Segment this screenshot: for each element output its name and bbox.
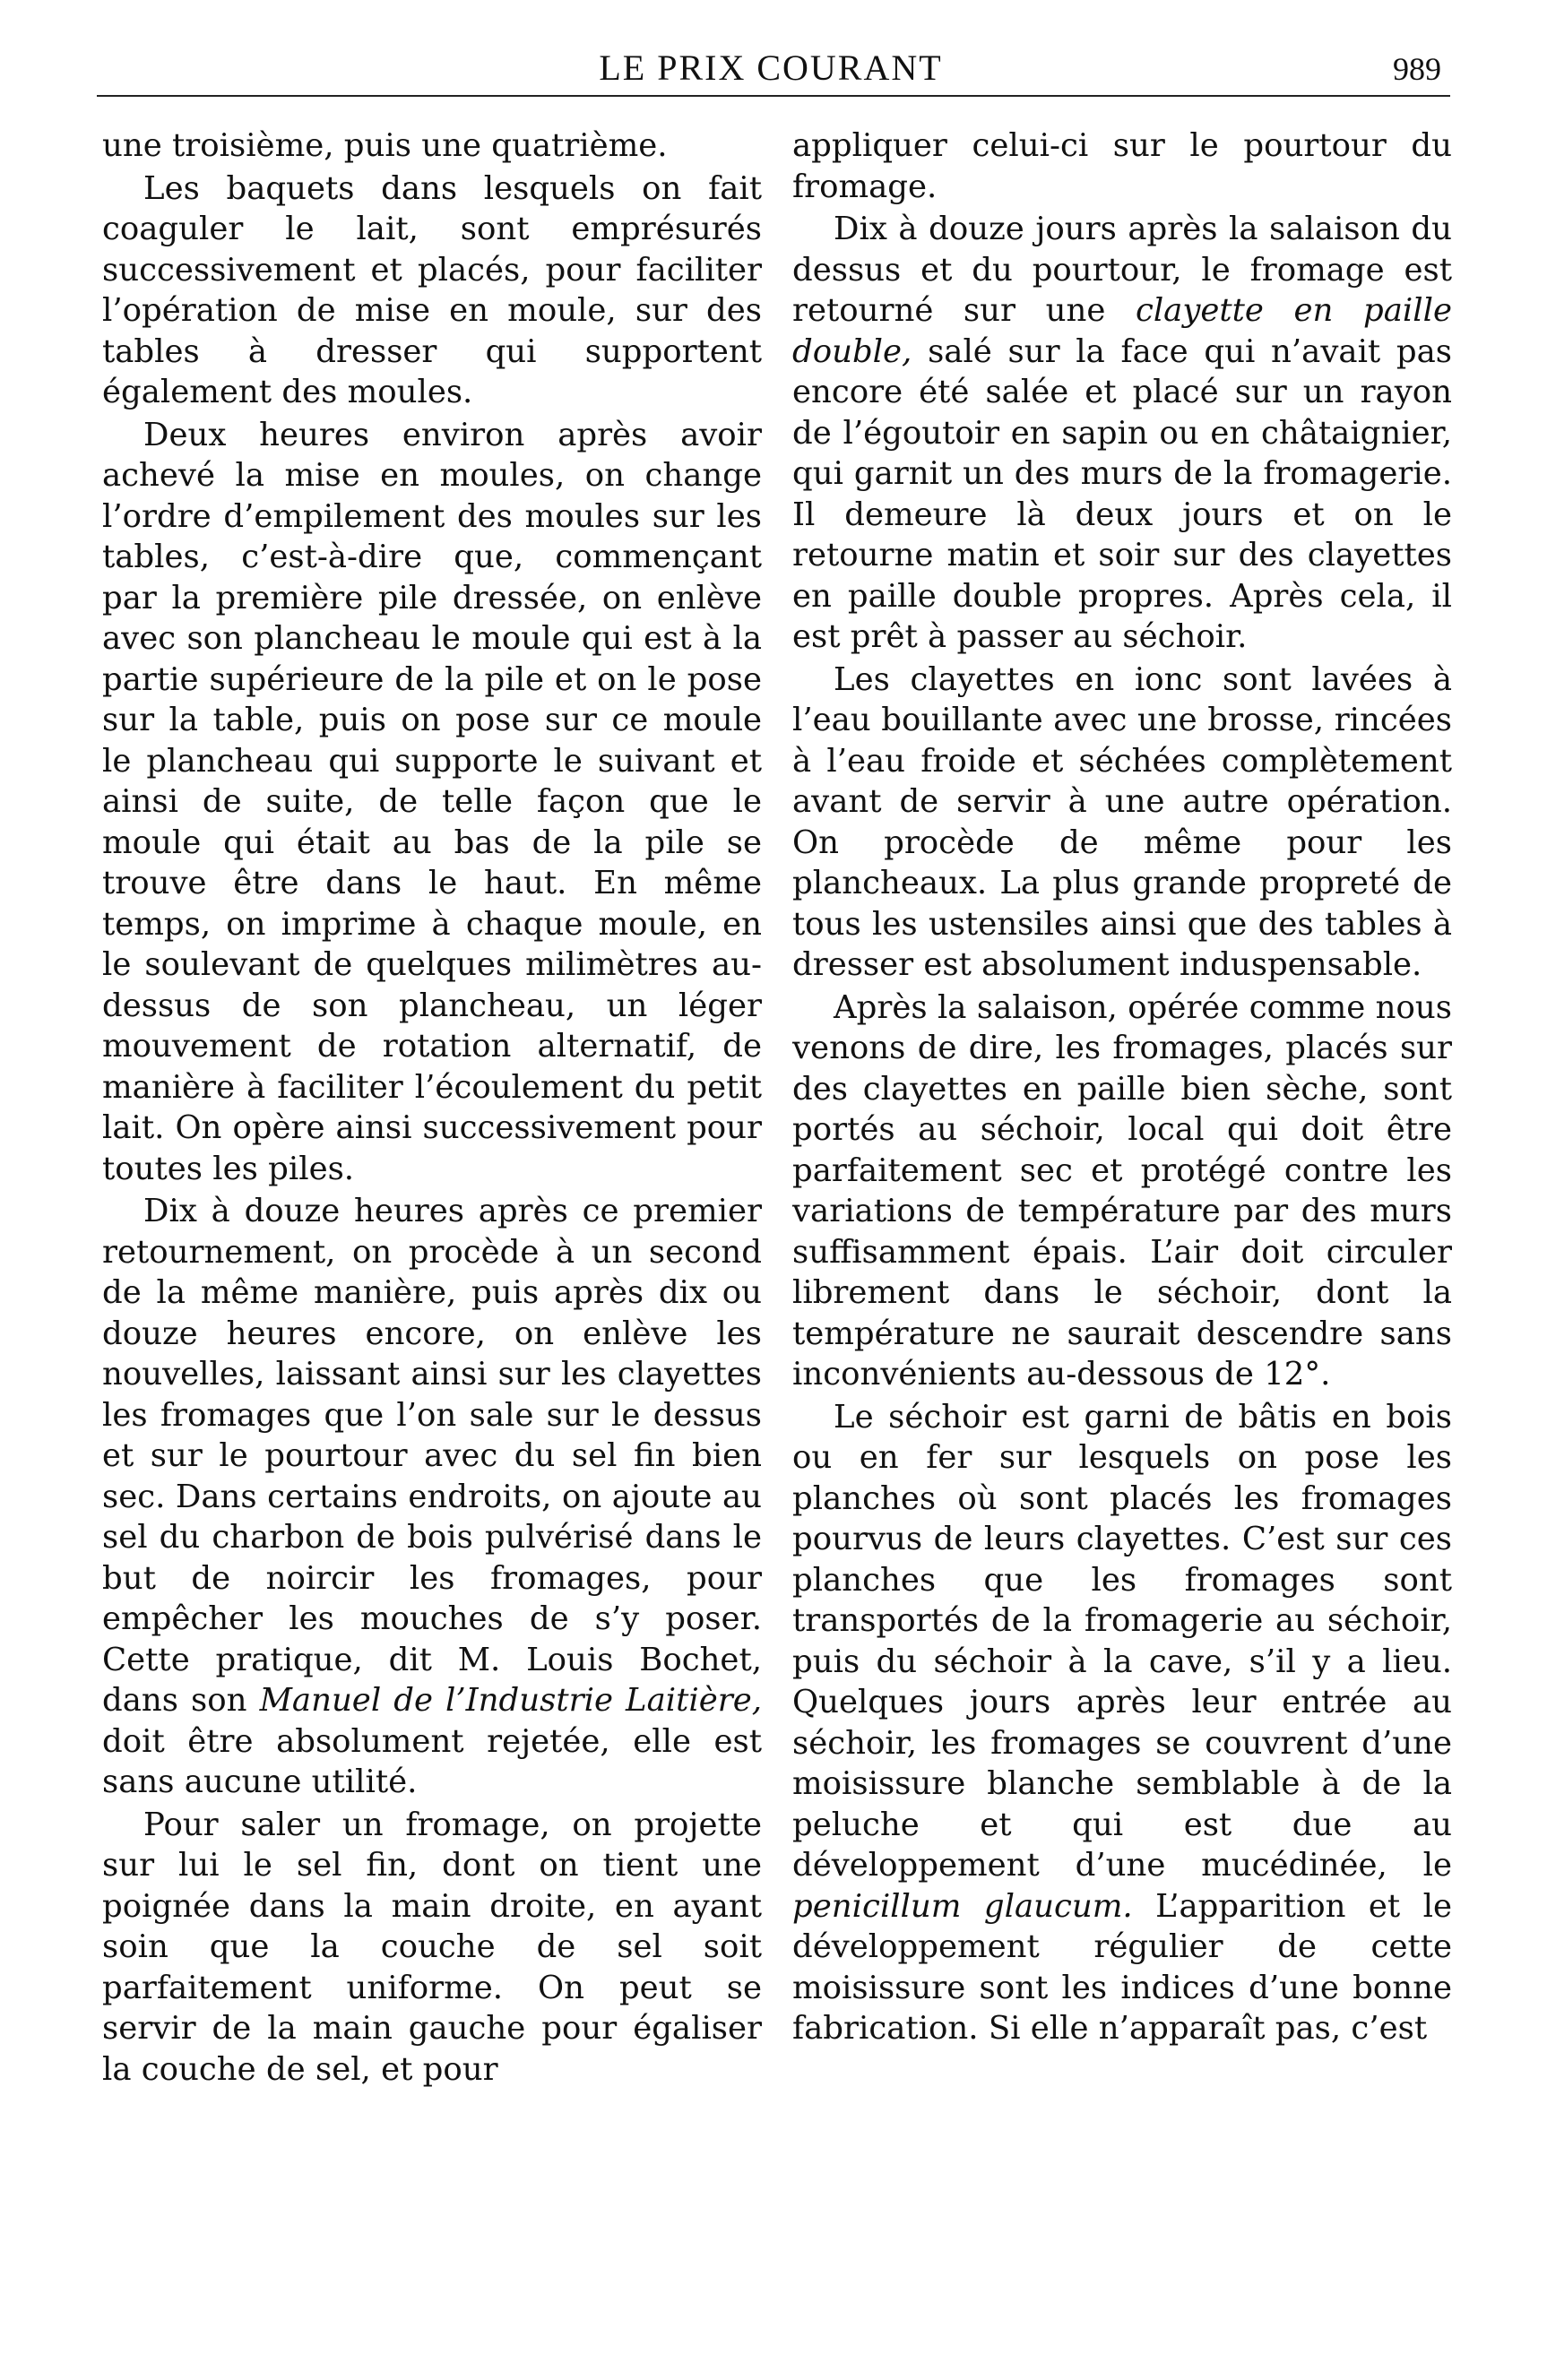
paragraph: [792, 125, 1452, 207]
paragraph-text: salé sur la face qui n’avait pas encore été salée et placé sur un rayon de l’égoutoir en sapin ou en châtaignier, qui garnit un des murs de la fromagerie. Il demeure là deux jours et on le retourne matin et soir sur des clayettes en paille double propres. Après cela, il est prêt à passer au séchoir.: [792, 332, 1452, 655]
paragraph-text: appliquer celui-ci sur le pourtour du fromage.: [792, 127, 1452, 205]
page-header: [0, 0, 1547, 99]
paragraph-text: Pour saler un fromage, on projette sur lui le sel fin, dont on tient une poignée dans la main droite, en ayant soin que la couche de sel soit parfaitement uniforme. On peut se servir de la main gauche pour égaliser la couche de sel, et pour: [102, 1806, 762, 2088]
left-column: [102, 125, 762, 2091]
paragraph: [792, 209, 1452, 658]
italic-term: clayette en paille double,: [792, 292, 1452, 370]
paragraph-text: Dix à douze heures après ce premier retournement, on procède à un second de la même manière, puis après dix ou douze heures encore, on enlève les nouvelles, laissant ainsi sur les clayettes les fromages que l’on sale sur le dessus et sur le pourtour avec du sel fin bien sec. Dans certains endroits, on ajoute au sel du charbon de bois pulvérisé dans le but de noircir les fromages, pour empêcher les mouches de s’y poser. Cette pratique, dit M. Louis Bochet, dans son: [102, 1193, 762, 1719]
book-title: Manuel de l’Industrie Laitière,: [259, 1682, 762, 1719]
paragraph-text: Les clayettes en ionc sont lavées à l’eau bouillante avec une brosse, rincées à l’eau froide et séchées complètement avant de servir à une autre opération. On procède de même pour les plancheaux. La plus grande propreté de tous les ustensiles ainsi que des tables à dresser est absolument induspensable.: [792, 660, 1452, 983]
paragraph: [102, 415, 762, 1190]
paragraph: [102, 1191, 762, 1803]
running-title: LE PRIX COURANT: [599, 47, 943, 88]
paragraph-text: une troisième, puis une quatrième.: [102, 127, 668, 164]
paragraph: [102, 125, 762, 167]
paragraph-text: Après la salaison, opérée comme nous venons de dire, les fromages, placés sur des clayettes en paille bien sèche, sont portés au séchoir, local qui doit être parfaitement sec et protégé contre les variations de température par des murs suffisamment épais. L’air doit circuler librement dans le séchoir, dont la température ne saurait descendre sans inconvénients au-dessous de 12°.: [792, 988, 1452, 1393]
page-number: 989: [1393, 51, 1441, 87]
paragraph-text: L’apparition et le développement régulier de cette moisissure sont les indices d’une bonne fabrication. Si elle n’apparaît pas, c’est: [792, 1887, 1452, 2047]
paragraph-text: Deux heures environ après avoir achevé la mise en moules, on change l’ordre d’empilement des moules sur les tables, c’est-à-dire que, commençant par la première pile dressée, on enlève avec son plancheau le moule qui est à la partie supérieure de la pile et on le pose sur la table, puis on pose sur ce moule le plancheau qui supporte le suivant et ainsi de suite, de telle façon que le moule qui était au bas de la pile se trouve être dans le haut. En même temps, on imprime à chaque moule, en le soulevant de quelques milimètres au-dessus de son plancheau, un léger mouvement de rotation alternatif, de manière à faciliter l’écoulement du petit lait. On opère ainsi successivement pour toutes les piles.: [102, 416, 762, 1187]
paragraph-text: doit être absolument rejetée, elle est sans aucune utilité.: [102, 1722, 762, 1800]
paragraph: [792, 660, 1452, 986]
paragraph: [792, 1397, 1452, 2049]
right-column: [792, 125, 1452, 2051]
paragraph-text: Dix à douze jours après la salaison du dessus et du pourtour, le fromage est retourné sur une: [792, 211, 1452, 329]
paragraph: [792, 987, 1452, 1395]
italic-term: penicillum glaucum.: [792, 1887, 1133, 1925]
paragraph-text: Le séchoir est garni de bâtis en bois ou en fer sur lesquels on pose les planches où sont placés les fromages pourvus de leurs clayettes. C’est sur ces planches que les fromages sont transportés de la fromagerie au séchoir, puis du séchoir à la cave, s’il y a lieu. Quelques jours après leur entrée au séchoir, les fromages se couvrent d’une moisissure blanche semblable à de la peluche et qui est due au développement d’une mucédinée, le: [792, 1398, 1452, 1884]
header-rule: [97, 95, 1450, 97]
paragraph: [102, 1805, 762, 2091]
paragraph: [102, 168, 762, 413]
paragraph-text: Les baquets dans lesquels on fait coaguler le lait, sont emprésurés successivement et placés, pour faciliter l’opération de mise en moule, sur des tables à dresser qui supportent également des moules.: [102, 169, 762, 410]
